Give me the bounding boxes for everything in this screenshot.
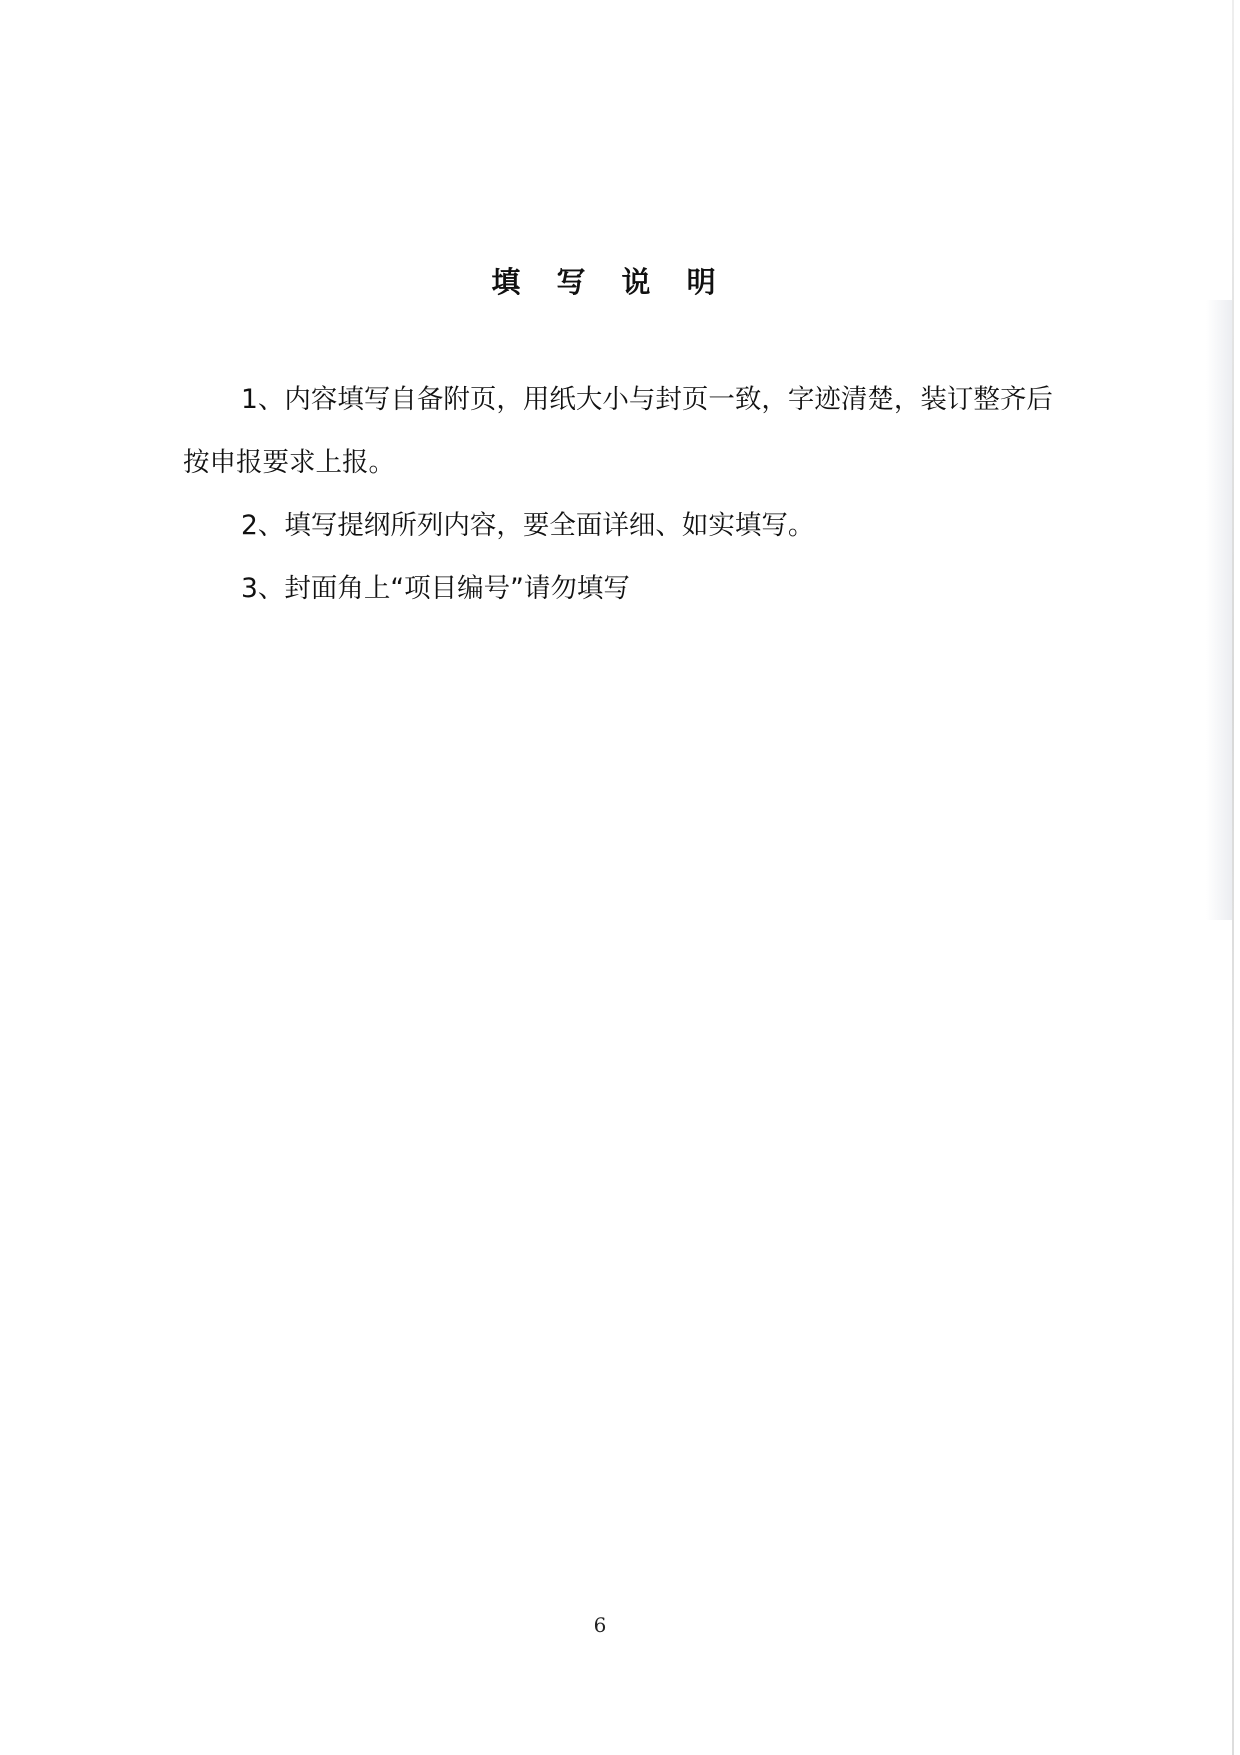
scan-shadow xyxy=(1206,300,1232,920)
page-number: 6 xyxy=(593,1613,607,1637)
instruction-item: 3、封面角上“项目编号”请勿填写 xyxy=(241,573,630,604)
scan-edge xyxy=(1232,0,1234,1755)
instruction-item: 1、内容填写自备附页，用纸大小与封页一致，字迹清楚，装订整齐后按申报要求上报。 xyxy=(183,384,1053,478)
instruction-item: 2、填写提纲所列内容，要全面详细、如实填写。 xyxy=(241,510,815,541)
page-title: 填 写 说 明 xyxy=(491,265,729,299)
instructions-body xyxy=(183,368,1053,620)
